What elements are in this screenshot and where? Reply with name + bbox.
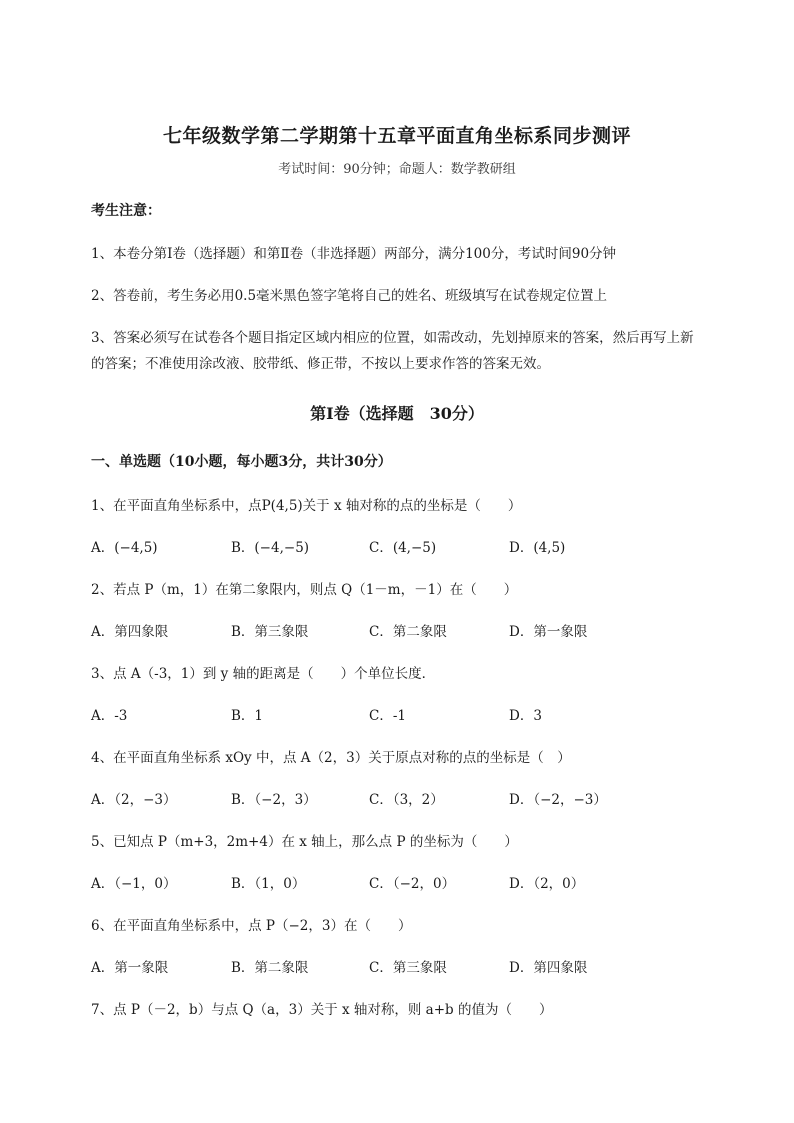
question-4-option-b: B．（−2，3） xyxy=(231,792,317,808)
notice-heading: 考生注意： xyxy=(91,203,161,219)
question-6-option-a: A．第一象限 xyxy=(91,960,169,976)
question-7-stem: 7、点 P（－2，b）与点 Q（a，3）关于 x 轴对称，则 a+b 的值为（ ） xyxy=(91,1002,553,1018)
question-2-option-d: D．第一象限 xyxy=(509,624,588,640)
question-5-option-d: D．（2，0） xyxy=(509,876,585,892)
section-title: 第I卷（选择题 30分） xyxy=(310,404,484,423)
question-6-option-b: B．第二象限 xyxy=(231,960,309,976)
question-5-stem: 5、已知点 P（m+3，2m+4）在 x 轴上，那么点 P 的坐标为（ ） xyxy=(91,834,518,850)
question-2-option-a: A．第四象限 xyxy=(91,624,169,640)
question-5-option-a: A．（−1，0） xyxy=(91,876,177,892)
question-6-stem: 6、在平面直角坐标系中，点 P（−2，3）在（ ） xyxy=(91,918,412,934)
question-3-option-d: D．3 xyxy=(509,708,542,724)
notice-item-3-line-1: 3、答案必须写在试卷各个题目指定区域内相应的位置，如需改动，先划掉原来的答案，然后再写上新 xyxy=(91,330,694,346)
question-5-option-c: C．（−2，0） xyxy=(369,876,456,892)
question-1-option-d: D．(4,5) xyxy=(509,540,566,556)
notice-item-3-line-2: 的答案；不准使用涂改液、胶带纸、修正带，不按以上要求作答的答案无效。 xyxy=(91,356,550,372)
question-4-options xyxy=(91,788,711,808)
exam-subtitle: 考试时间：90分钟；命题人：数学教研组 xyxy=(278,162,516,177)
question-1-option-c: C．(4,−5) xyxy=(369,540,437,556)
question-3-option-b: B．1 xyxy=(231,708,264,724)
question-4-stem: 4、在平面直角坐标系 xOy 中，点 A（2，3）关于原点对称的点的坐标是（ ） xyxy=(91,750,571,766)
notice-item-1: 1、本卷分第I卷（选择题）和第Ⅱ卷（非选择题）两部分，满分100分，考试时间90分钟 xyxy=(91,246,617,262)
question-2-option-b: B．第三象限 xyxy=(231,624,309,640)
question-2-option-c: C．第二象限 xyxy=(369,624,447,640)
question-3-options xyxy=(91,704,711,724)
question-3-option-a: A．-3 xyxy=(91,708,128,724)
question-3-option-c: C．-1 xyxy=(369,708,406,724)
part-heading: 一、单选题（10小题，每小题3分，共计30分） xyxy=(91,454,392,470)
question-4-option-d: D．（−2，−3） xyxy=(509,792,607,808)
exam-title: 七年级数学第二学期第十五章平面直角坐标系同步测评 xyxy=(162,125,631,147)
question-4-option-a: A．（2，−3） xyxy=(91,792,177,808)
question-1-options xyxy=(91,536,711,556)
question-5-option-b: B．（1，0） xyxy=(231,876,306,892)
question-1-option-a: A．(−4,5) xyxy=(91,540,158,556)
question-6-option-c: C．第三象限 xyxy=(369,960,447,976)
question-1-option-b: B．(−4,−5) xyxy=(231,540,310,556)
question-6-options xyxy=(91,956,711,976)
question-3-stem: 3、点 A（-3，1）到 y 轴的距离是（ ）个单位长度． xyxy=(91,666,436,682)
question-2-options xyxy=(91,620,711,640)
notice-item-2: 2、答卷前，考生务必用0.5毫米黑色签字笔将自己的姓名、班级填写在试卷规定位置上 xyxy=(91,288,608,304)
question-4-option-c: C．（3，2） xyxy=(369,792,444,808)
question-6-option-d: D．第四象限 xyxy=(509,960,588,976)
question-5-options xyxy=(91,872,711,892)
question-1-stem: 1、在平面直角坐标系中，点P(4,5)关于 x 轴对称的点的坐标是（ ） xyxy=(91,498,522,514)
question-2-stem: 2、若点 P（m，1）在第二象限内，则点 Q（1－m，－1）在（ ） xyxy=(91,582,518,598)
